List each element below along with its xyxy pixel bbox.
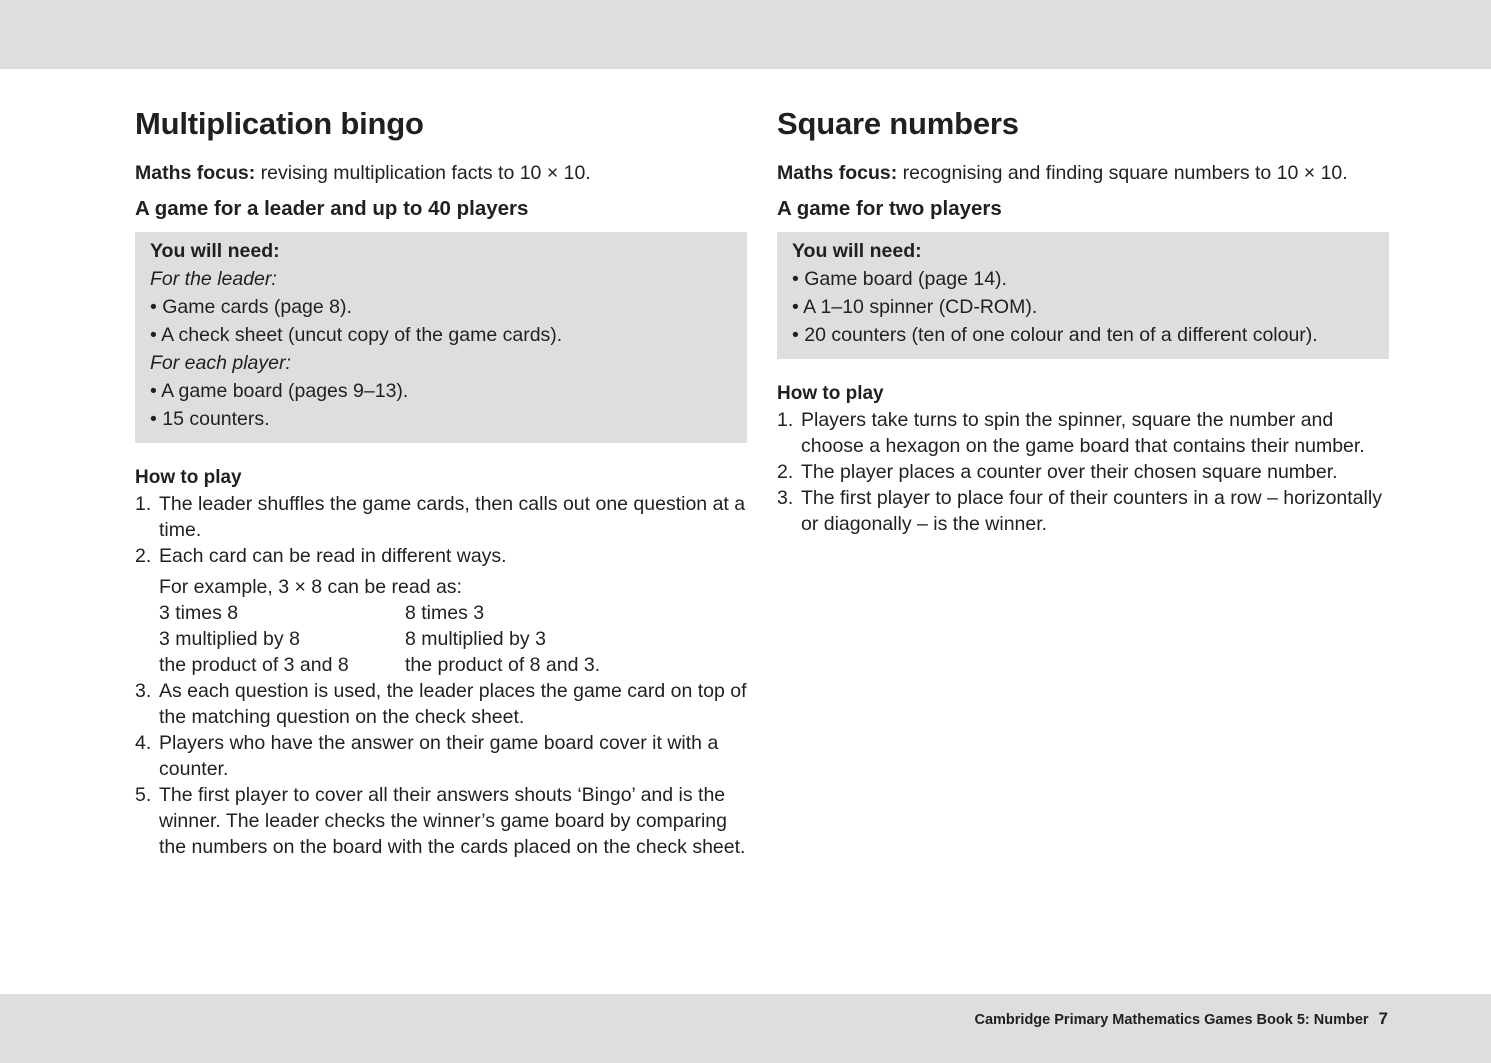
step-number: 2. [135, 545, 152, 567]
step-text: The first player to place four of their counters in a row – horizontally or diagonally – is the winner. [801, 487, 1382, 535]
you-will-need-title: You will need: [150, 240, 280, 262]
need-item: • 20 counters (ten of one colour and ten of a different colour). [792, 324, 1318, 346]
step-number: 4. [135, 732, 152, 754]
step-item [135, 491, 747, 543]
you-will-need-box [135, 232, 747, 443]
page-number: 7 [1378, 1009, 1388, 1028]
example-row [159, 600, 747, 626]
example-cell: 8 multiplied by 3 [405, 628, 546, 650]
step-text: Each card can be read in different ways. [159, 545, 507, 567]
need-item: • A game board (pages 9–13). [150, 380, 409, 402]
step-text: As each question is used, the leader places the game card on top of the matching question on the check sheet. [159, 680, 747, 728]
maths-focus [777, 160, 1389, 186]
step-number: 2. [777, 461, 794, 483]
example-cell: the product of 3 and 8 [159, 654, 349, 676]
step-number: 1. [135, 493, 152, 515]
example-intro: For example, 3 × 8 can be read as: [159, 576, 462, 598]
page-footer [974, 1008, 1388, 1031]
header-band [0, 0, 1491, 69]
example-row [159, 652, 747, 678]
how-to-play-steps [135, 491, 747, 860]
step-item [135, 782, 747, 860]
step-number: 3. [135, 680, 152, 702]
players-subtitle: A game for two players [777, 197, 1002, 220]
section-title: Multiplication bingo [135, 106, 424, 141]
need-item: • A check sheet (uncut copy of the game cards). [150, 324, 563, 346]
how-to-play-title: How to play [777, 383, 884, 404]
how-to-play-title: How to play [135, 467, 242, 488]
step-number: 5. [135, 784, 152, 806]
step-item [777, 407, 1389, 459]
need-item: • Game cards (page 8). [150, 296, 352, 318]
example-row [159, 626, 747, 652]
you-will-need-title: You will need: [792, 240, 922, 262]
need-item: • 15 counters. [150, 408, 270, 430]
step-text: The leader shuffles the game cards, then calls out one question at a time. [159, 493, 746, 541]
you-will-need-box [777, 232, 1389, 359]
section-title: Square numbers [777, 106, 1019, 141]
example-cell: the product of 8 and 3. [405, 654, 601, 676]
multiplication-bingo-section [135, 104, 747, 860]
reading-example [159, 574, 747, 678]
maths-focus-label: Maths focus: [135, 162, 256, 184]
need-item: • Game board (page 14). [792, 268, 1007, 290]
example-cell: 8 times 3 [405, 602, 485, 624]
step-item [777, 459, 1389, 485]
players-subtitle: A game for a leader and up to 40 players [135, 197, 529, 220]
step-text: The player places a counter over their chosen square number. [801, 461, 1338, 483]
player-label: For each player: [150, 352, 291, 374]
maths-focus-text: recognising and finding square numbers to 10 × 10. [897, 162, 1348, 184]
square-numbers-section [777, 104, 1389, 537]
maths-focus-text: revising multiplication facts to 10 × 10. [255, 162, 591, 184]
maths-focus [135, 160, 747, 186]
step-text: Players who have the answer on their game board cover it with a counter. [159, 732, 719, 780]
leader-label: For the leader: [150, 268, 277, 290]
maths-focus-label: Maths focus: [777, 162, 898, 184]
example-cell: 3 times 8 [159, 602, 239, 624]
step-item [135, 678, 747, 730]
step-number: 1. [777, 409, 794, 431]
book-title: Cambridge Primary Mathematics Games Book 5: Number [974, 1012, 1369, 1028]
need-item: • A 1–10 spinner (CD-ROM). [792, 296, 1038, 318]
step-item [777, 485, 1389, 537]
step-item [135, 730, 747, 782]
step-text: The first player to cover all their answers shouts ‘Bingo’ and is the winner. The leader checks the winner’s game board by comparing the numbers on the board with the cards placed on the check sheet. [159, 784, 746, 858]
example-cell: 3 multiplied by 8 [159, 628, 300, 650]
step-text: Players take turns to spin the spinner, square the number and choose a hexagon on the game board that contains their number. [801, 409, 1365, 457]
step-number: 3. [777, 487, 794, 509]
step-item [135, 543, 747, 678]
how-to-play-steps [777, 407, 1389, 537]
